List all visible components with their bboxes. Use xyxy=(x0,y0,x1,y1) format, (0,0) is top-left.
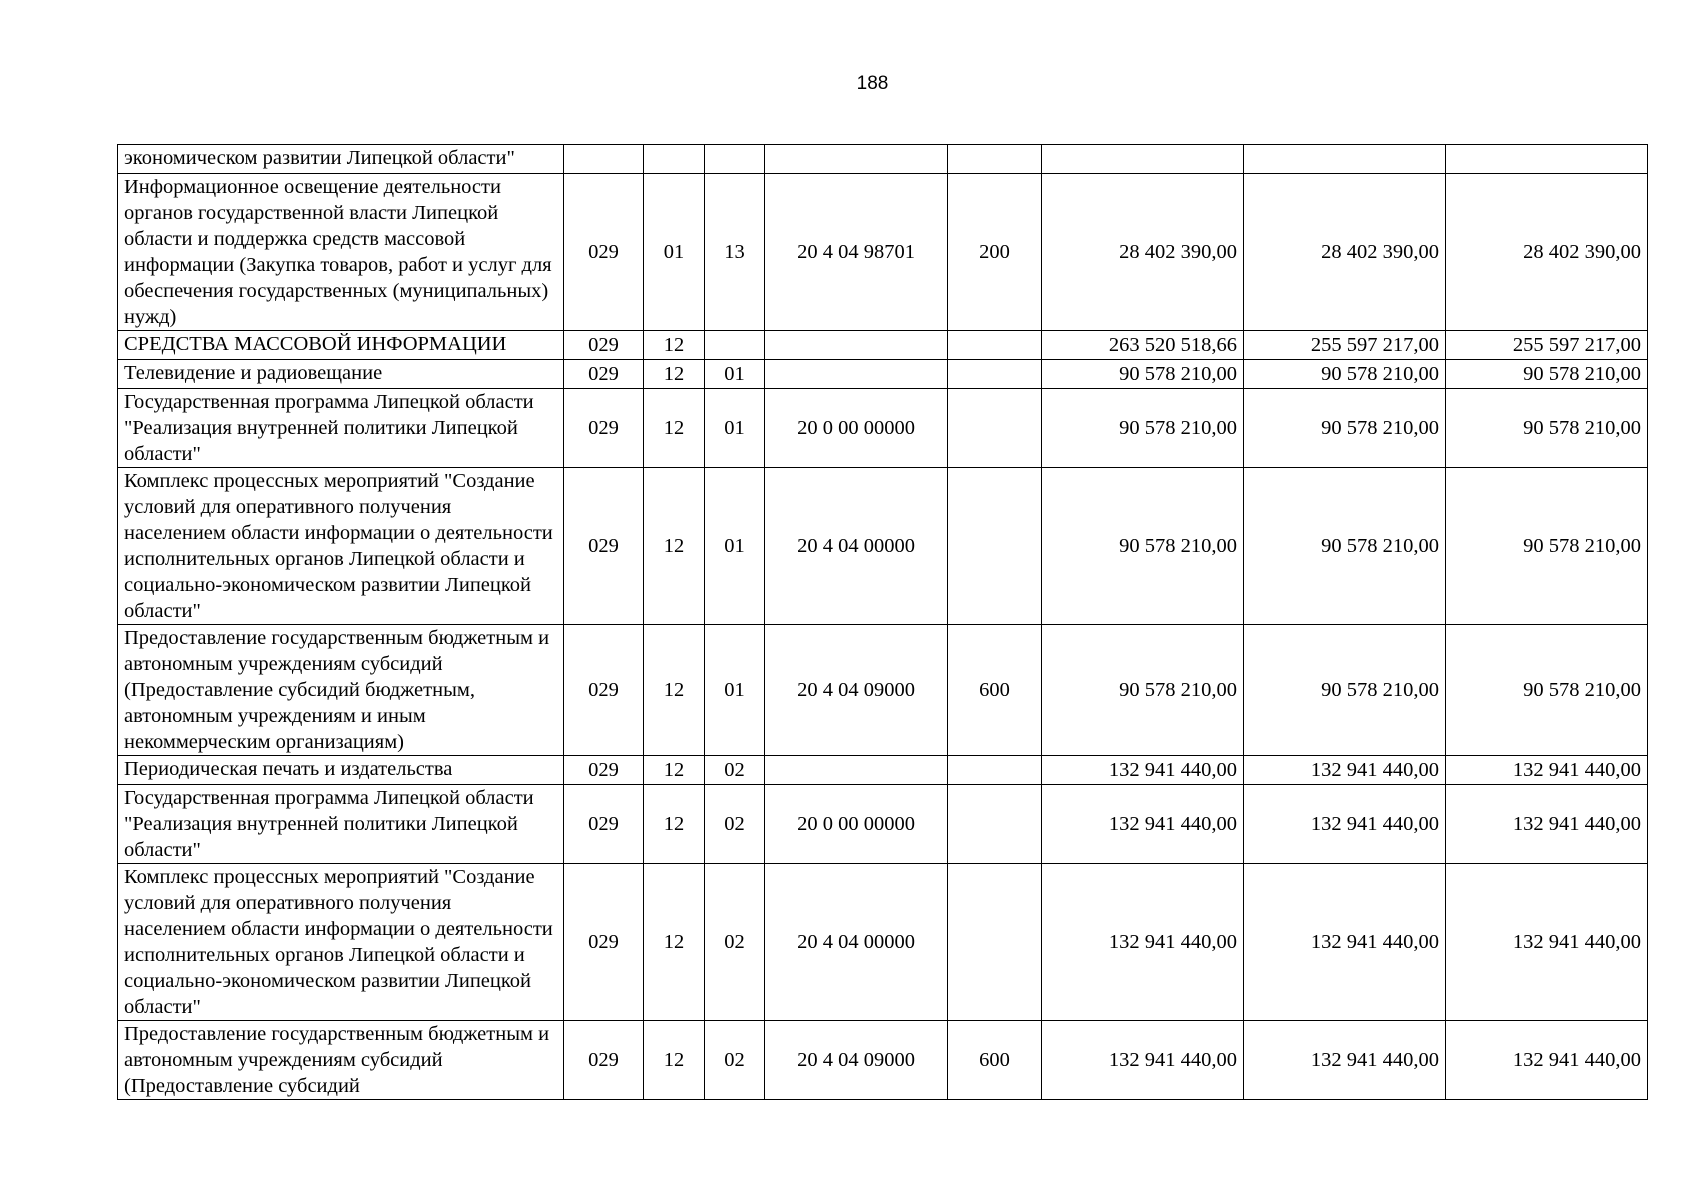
item-name-cell: Предоставление государственным бюджетным и автономным учреждениям субсидий (Предоставление субсидий xyxy=(118,1021,564,1100)
section-code-cell: 12 xyxy=(644,360,705,389)
amount-cell-3: 132 941 440,00 xyxy=(1446,756,1648,785)
table-row xyxy=(118,625,1648,756)
expense-type-cell xyxy=(948,360,1042,389)
expense-type-cell xyxy=(948,389,1042,468)
amount-cell-2: 90 578 210,00 xyxy=(1244,360,1446,389)
subsection-code-cell: 01 xyxy=(705,468,765,625)
item-name-cell: Информационное освещение деятельности органов государственной власти Липецкой области и поддержка средств массовой информации (Закупка товаров, работ и услуг для обеспечения государственных (муниципальных) нужд) xyxy=(118,174,564,331)
item-name-cell: Государственная программа Липецкой области "Реализация внутренней политики Липецкой области" xyxy=(118,389,564,468)
amount-cell-1: 90 578 210,00 xyxy=(1042,389,1244,468)
target-article-cell: 20 0 00 00000 xyxy=(765,785,948,864)
amount-cell-2: 132 941 440,00 xyxy=(1244,785,1446,864)
amount-cell-2 xyxy=(1244,145,1446,174)
amount-cell-2: 255 597 217,00 xyxy=(1244,331,1446,360)
amount-cell-2: 28 402 390,00 xyxy=(1244,174,1446,331)
table-row xyxy=(118,174,1648,331)
section-code-cell: 12 xyxy=(644,468,705,625)
subsection-code-cell: 02 xyxy=(705,864,765,1021)
target-article-cell: 20 4 04 09000 xyxy=(765,1021,948,1100)
item-name-cell: Комплекс процессных мероприятий "Создание условий для оперативного получения населением области информации о деятельности исполнительных органов Липецкой области и социально-экономическом развитии Липецкой области" xyxy=(118,468,564,625)
amount-cell-1: 132 941 440,00 xyxy=(1042,785,1244,864)
expense-type-cell: 600 xyxy=(948,1021,1042,1100)
amount-cell-3: 90 578 210,00 xyxy=(1446,360,1648,389)
amount-cell-3: 132 941 440,00 xyxy=(1446,1021,1648,1100)
subsection-code-cell: 02 xyxy=(705,785,765,864)
target-article-cell: 20 0 00 00000 xyxy=(765,389,948,468)
expense-type-cell xyxy=(948,756,1042,785)
target-article-cell xyxy=(765,360,948,389)
item-name-cell: Телевидение и радиовещание xyxy=(118,360,564,389)
target-article-cell xyxy=(765,145,948,174)
subsection-code-cell xyxy=(705,145,765,174)
item-name-cell: Предоставление государственным бюджетным и автономным учреждениям субсидий (Предоставление субсидий бюджетным, автономным учреждениям и иным некоммерческим организациям) xyxy=(118,625,564,756)
target-article-cell xyxy=(765,756,948,785)
amount-cell-3: 132 941 440,00 xyxy=(1446,785,1648,864)
ministry-code-cell: 029 xyxy=(564,389,644,468)
amount-cell-1: 132 941 440,00 xyxy=(1042,756,1244,785)
section-code-cell: 12 xyxy=(644,331,705,360)
target-article-cell: 20 4 04 09000 xyxy=(765,625,948,756)
target-article-cell: 20 4 04 98701 xyxy=(765,174,948,331)
amount-cell-2: 90 578 210,00 xyxy=(1244,625,1446,756)
table-row xyxy=(118,331,1648,360)
amount-cell-1: 263 520 518,66 xyxy=(1042,331,1244,360)
amount-cell-3 xyxy=(1446,145,1648,174)
ministry-code-cell xyxy=(564,145,644,174)
expense-type-cell xyxy=(948,785,1042,864)
amount-cell-1: 90 578 210,00 xyxy=(1042,360,1244,389)
subsection-code-cell: 01 xyxy=(705,389,765,468)
table-row xyxy=(118,756,1648,785)
amount-cell-1: 90 578 210,00 xyxy=(1042,625,1244,756)
table-row xyxy=(118,389,1648,468)
table-row xyxy=(118,360,1648,389)
ministry-code-cell: 029 xyxy=(564,1021,644,1100)
ministry-code-cell: 029 xyxy=(564,625,644,756)
subsection-code-cell: 01 xyxy=(705,360,765,389)
subsection-code-cell: 01 xyxy=(705,625,765,756)
target-article-cell: 20 4 04 00000 xyxy=(765,864,948,1021)
amount-cell-3: 90 578 210,00 xyxy=(1446,468,1648,625)
expense-type-cell xyxy=(948,864,1042,1021)
amount-cell-2: 90 578 210,00 xyxy=(1244,389,1446,468)
amount-cell-1 xyxy=(1042,145,1244,174)
ministry-code-cell: 029 xyxy=(564,756,644,785)
item-name-cell: Комплекс процессных мероприятий "Создание условий для оперативного получения населением области информации о деятельности исполнительных органов Липецкой области и социально-экономическом развитии Липецкой области" xyxy=(118,864,564,1021)
section-code-cell: 12 xyxy=(644,785,705,864)
ministry-code-cell: 029 xyxy=(564,331,644,360)
amount-cell-2: 132 941 440,00 xyxy=(1244,756,1446,785)
ministry-code-cell: 029 xyxy=(564,864,644,1021)
section-code-cell: 01 xyxy=(644,174,705,331)
subsection-code-cell xyxy=(705,331,765,360)
subsection-code-cell: 02 xyxy=(705,756,765,785)
amount-cell-2: 90 578 210,00 xyxy=(1244,468,1446,625)
subsection-code-cell: 13 xyxy=(705,174,765,331)
item-name-cell: Периодическая печать и издательства xyxy=(118,756,564,785)
expense-type-cell xyxy=(948,145,1042,174)
ministry-code-cell: 029 xyxy=(564,468,644,625)
section-code-cell: 12 xyxy=(644,756,705,785)
section-code-cell: 12 xyxy=(644,1021,705,1100)
budget-table xyxy=(117,144,1648,1100)
expense-type-cell xyxy=(948,331,1042,360)
table-row xyxy=(118,468,1648,625)
amount-cell-3: 132 941 440,00 xyxy=(1446,864,1648,1021)
section-code-cell xyxy=(644,145,705,174)
item-name-cell: СРЕДСТВА МАССОВОЙ ИНФОРМАЦИИ xyxy=(118,331,564,360)
item-name-cell: Государственная программа Липецкой области "Реализация внутренней политики Липецкой области" xyxy=(118,785,564,864)
expense-type-cell xyxy=(948,468,1042,625)
page-number: 188 xyxy=(856,73,889,94)
subsection-code-cell: 02 xyxy=(705,1021,765,1100)
ministry-code-cell: 029 xyxy=(564,785,644,864)
section-code-cell: 12 xyxy=(644,625,705,756)
ministry-code-cell: 029 xyxy=(564,360,644,389)
ministry-code-cell: 029 xyxy=(564,174,644,331)
target-article-cell xyxy=(765,331,948,360)
amount-cell-1: 132 941 440,00 xyxy=(1042,864,1244,1021)
amount-cell-3: 28 402 390,00 xyxy=(1446,174,1648,331)
item-name-cell: экономическом развитии Липецкой области" xyxy=(118,145,564,174)
target-article-cell: 20 4 04 00000 xyxy=(765,468,948,625)
expense-type-cell: 600 xyxy=(948,625,1042,756)
table-row xyxy=(118,864,1648,1021)
amount-cell-1: 132 941 440,00 xyxy=(1042,1021,1244,1100)
amount-cell-3: 90 578 210,00 xyxy=(1446,389,1648,468)
table-row xyxy=(118,1021,1648,1100)
table-row xyxy=(118,785,1648,864)
amount-cell-1: 28 402 390,00 xyxy=(1042,174,1244,331)
section-code-cell: 12 xyxy=(644,864,705,1021)
amount-cell-3: 255 597 217,00 xyxy=(1446,331,1648,360)
table-row xyxy=(118,145,1648,174)
amount-cell-3: 90 578 210,00 xyxy=(1446,625,1648,756)
expense-type-cell: 200 xyxy=(948,174,1042,331)
amount-cell-2: 132 941 440,00 xyxy=(1244,864,1446,1021)
budget-table-body xyxy=(118,145,1648,1100)
section-code-cell: 12 xyxy=(644,389,705,468)
amount-cell-2: 132 941 440,00 xyxy=(1244,1021,1446,1100)
amount-cell-1: 90 578 210,00 xyxy=(1042,468,1244,625)
